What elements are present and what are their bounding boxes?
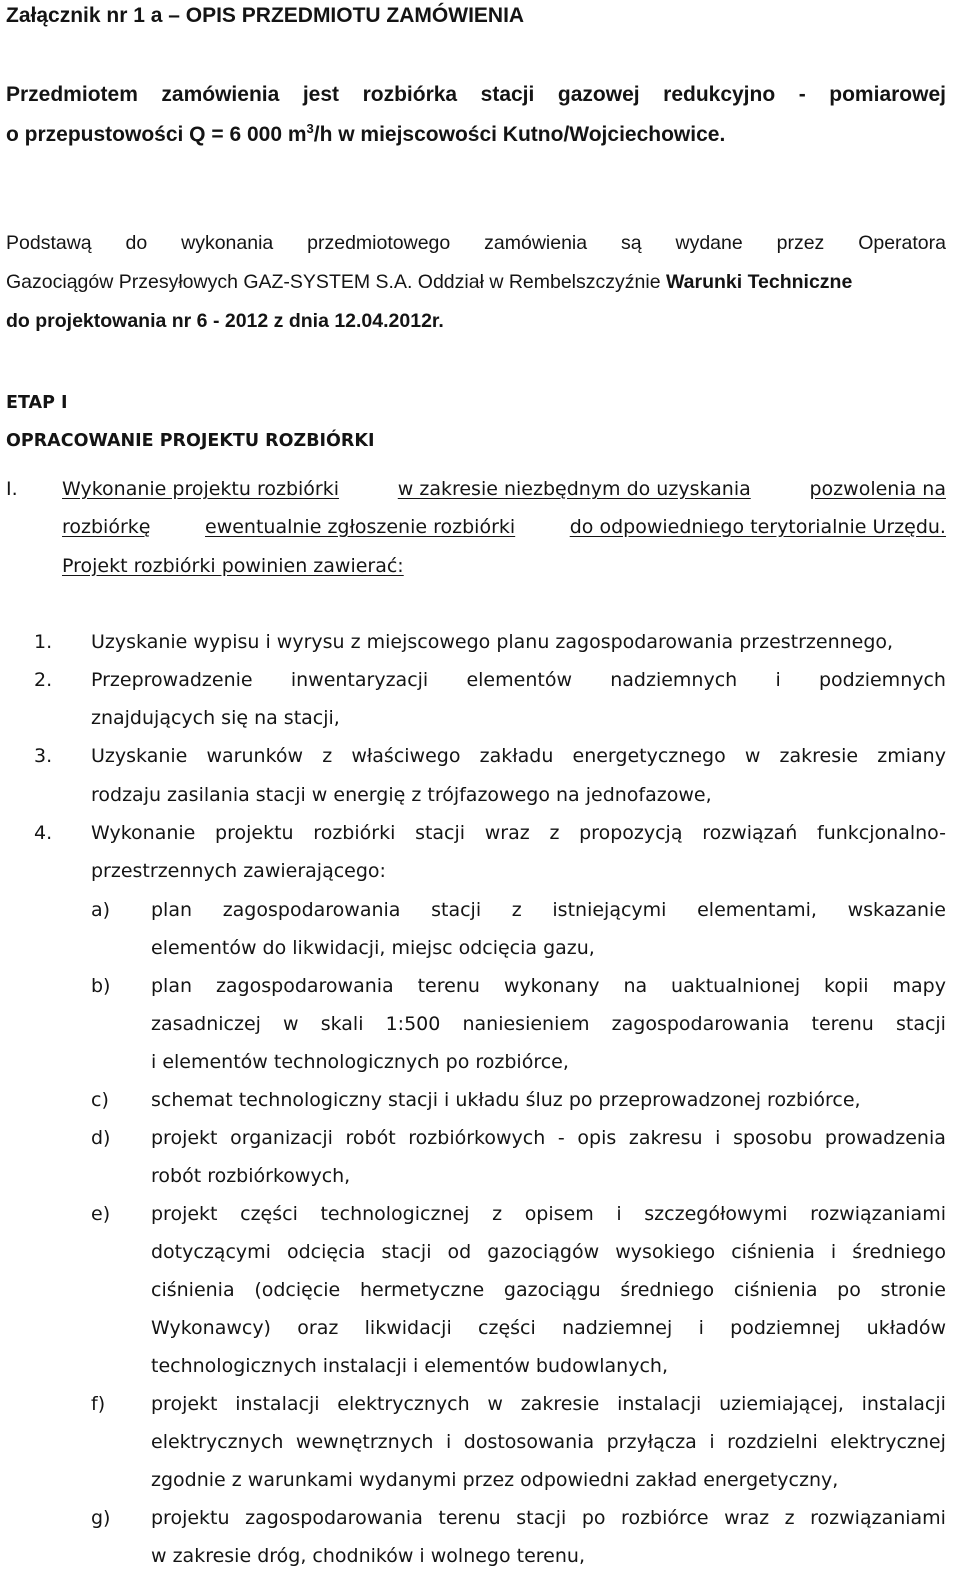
word: elementami, (697, 899, 817, 921)
word: i (830, 1241, 837, 1263)
word: projekt (151, 1127, 218, 1149)
word: Wykonawcy) (151, 1317, 271, 1339)
word: części (240, 1203, 298, 1225)
item-4-line-1 (91, 822, 946, 844)
word: projektu (151, 1507, 230, 1529)
word: wykonania (181, 232, 274, 254)
word: gazociągów (487, 1241, 600, 1263)
document-title: Załącznik nr 1 a – OPIS PRZEDMIOTU ZAMÓWIENIA (6, 4, 525, 27)
word: organizacji (230, 1127, 333, 1149)
word: kopii (824, 975, 869, 997)
word: rozbiórkowych (408, 1127, 546, 1149)
word: elektrycznej (830, 1431, 946, 1453)
word: instalacji (235, 1393, 320, 1415)
subitem-g-letter: g) (91, 1507, 111, 1529)
subitem-g-line-1 (151, 1507, 946, 1529)
section-line-3: Projekt rozbiórki powinien zawierać: (62, 555, 404, 577)
word: pozwolenia na (809, 478, 946, 500)
word: Podstawą (6, 232, 92, 254)
word: redukcyjno (663, 83, 776, 106)
word: projektu (215, 822, 294, 844)
word: inwentaryzacji (290, 669, 429, 691)
word: gazowej (557, 83, 640, 106)
word: zakładu (479, 745, 554, 767)
word: - (798, 83, 806, 106)
word: wskazanie (847, 899, 946, 921)
subitem-b-line-3: i elementów technologicznych po rozbiórce, (151, 1051, 569, 1073)
word: ciśnienia (731, 1241, 815, 1263)
word: Wykonanie projektu rozbiórki (62, 478, 340, 500)
word: stacji (415, 822, 466, 844)
stage-subtitle: OPRACOWANIE PROJEKTU ROZBIÓRKI (6, 431, 375, 451)
item-2-line-1 (91, 669, 946, 691)
word: właściwego (351, 745, 461, 767)
word: energetycznego (572, 745, 726, 767)
word: przyłącza (606, 1431, 697, 1453)
item-1-line-1: Uzyskanie wypisu i wyrysu z miejscowego planu zagospodarowania przestrzennego, (91, 631, 894, 653)
item-3-line-1 (91, 745, 946, 767)
word: z (549, 822, 560, 844)
word: hermetyczne (359, 1279, 485, 1301)
word: po (581, 1507, 606, 1529)
word: rozbiórka (362, 83, 458, 106)
item-4-line-2: przestrzennych zawierającego: (91, 860, 386, 882)
word: i (709, 1431, 715, 1453)
word: jest (302, 83, 340, 106)
word: do (125, 232, 148, 254)
word: propozycją (579, 822, 683, 844)
subitem-e-letter: e) (91, 1203, 111, 1225)
word: plan (151, 899, 193, 921)
word: elektrycznych (151, 1431, 284, 1453)
word: naniesieniem (462, 1013, 590, 1035)
word: opisem (524, 1203, 594, 1225)
basis-text-normal: Gazociągów Przesyłowych GAZ-SYSTEM S.A. Oddział w Rembelszczyźnie (6, 271, 666, 293)
subitem-a-line-1 (151, 899, 946, 921)
word: zagospodarowania (245, 1507, 423, 1529)
word: warunków (206, 745, 304, 767)
word: pomiarowej (829, 83, 946, 106)
section-line-1 (62, 478, 946, 500)
word: terenu (438, 1507, 501, 1529)
word: stacji (381, 1241, 432, 1263)
word: podziemnej (730, 1317, 841, 1339)
word: prowadzenia (824, 1127, 946, 1149)
word: rozbiórce (621, 1507, 709, 1529)
word: sposobu (733, 1127, 813, 1149)
subitem-f-line-3: zgodnie z warunkami wydanymi przez odpowiedni zakład energetyczny, (151, 1469, 839, 1491)
word: stacji (516, 1507, 567, 1529)
word: i (715, 1127, 721, 1149)
word: stacji (480, 83, 535, 106)
word: zagospodarowania (222, 899, 401, 921)
section-line-2 (62, 516, 946, 538)
word: ciśnienia (733, 1279, 818, 1301)
word: elektrycznych (337, 1393, 470, 1415)
word: Uzyskanie (91, 745, 188, 767)
word: przedmiotowego (307, 232, 451, 254)
word: Przedmiotem (6, 83, 138, 106)
word: elementów (466, 669, 572, 691)
word: ewentualnie zgłoszenie rozbiórki (205, 516, 516, 538)
word: ciśnienia (151, 1279, 235, 1301)
word: odcięcia (286, 1241, 366, 1263)
word: Operatora (858, 232, 946, 254)
item-3-line-2: rodzaju zasilania stacji w energię z trójfazowego na jednofazowe, (91, 784, 712, 806)
basis-line-1 (6, 232, 946, 255)
word: 1:500 (385, 1013, 441, 1035)
word: nadziemnej (562, 1317, 673, 1339)
subitem-g-line-2: w zakresie dróg, chodników i wolnego terenu, (151, 1545, 585, 1567)
subitem-d-letter: d) (91, 1127, 111, 1149)
item-2-number: 2. (34, 669, 53, 691)
word: nadziemnych (610, 669, 738, 691)
word: są (621, 232, 642, 254)
word: projekt (151, 1393, 218, 1415)
word: terenu (417, 975, 480, 997)
word: wydane (675, 232, 743, 254)
word: rozwiązań (702, 822, 798, 844)
basis-line-2 (6, 271, 852, 294)
subitem-c-line-1: schemat technologiczny stacji i układu śluz po przeprowadzonej rozbiórce, (151, 1089, 861, 1111)
word: układów (866, 1317, 946, 1339)
word: rozwiązaniami (810, 1203, 946, 1225)
subject-line-1 (6, 83, 946, 107)
word: do odpowiedniego terytorialnie Urzędu. (569, 516, 946, 538)
subitem-e-line-2 (151, 1241, 946, 1263)
word: gazociągu (503, 1279, 601, 1301)
subitem-d-line-1 (151, 1127, 946, 1149)
word: - (557, 1127, 565, 1149)
word: funkcjonalno- (817, 822, 946, 844)
word: mapy (892, 975, 946, 997)
word: zamówienia (484, 232, 588, 254)
word: rozbiórkę (62, 516, 151, 538)
word: w (744, 745, 761, 767)
item-4-number: 4. (34, 822, 53, 844)
word: zakresu (628, 1127, 703, 1149)
subject-text-a: o przepustowości Q = 6 000 m (6, 123, 307, 146)
word: opis (577, 1127, 617, 1149)
word: z (784, 1507, 795, 1529)
subitem-f-line-2 (151, 1431, 946, 1453)
word: zamówienia (161, 83, 280, 106)
word: wraz (484, 822, 530, 844)
word: i (698, 1317, 704, 1339)
word: zagospodarowania (611, 1013, 790, 1035)
subitem-b-line-1 (151, 975, 946, 997)
word: wraz (724, 1507, 770, 1529)
word: zmiany (877, 745, 946, 767)
word: dostosowania (463, 1431, 595, 1453)
word: zagospodarowania (215, 975, 394, 997)
word: szczegółowymi (644, 1203, 788, 1225)
word: uziemiającej, (719, 1393, 844, 1415)
word: stronie (880, 1279, 946, 1301)
word: wewnętrznych (295, 1431, 434, 1453)
word: skali (320, 1013, 364, 1035)
word: przez (776, 232, 825, 254)
word: średniego (620, 1279, 715, 1301)
stage-title: ETAP I (6, 393, 68, 413)
word: uaktualnionej (671, 975, 801, 997)
subject-superscript: 3 (306, 121, 314, 136)
word: części (478, 1317, 536, 1339)
word: istniejącymi (552, 899, 667, 921)
subitem-e-line-3 (151, 1279, 946, 1301)
word: rozbiórki (313, 822, 396, 844)
word: zakresie (520, 1393, 600, 1415)
subitem-c-letter: c) (91, 1089, 109, 1111)
subitem-a-line-2: elementów do likwidacji, miejsc odcięcia gazu, (151, 937, 595, 959)
subitem-f-line-1 (151, 1393, 946, 1415)
subject-line-2 (6, 121, 725, 147)
word: w (283, 1013, 299, 1035)
subitem-d-line-2: robót rozbiórkowych, (151, 1165, 351, 1187)
subitem-b-letter: b) (91, 975, 111, 997)
word: plan (151, 975, 193, 997)
subitem-e-line-5: technologicznych instalacji i elementów budowlanych, (151, 1355, 668, 1377)
word: robót (345, 1127, 396, 1149)
word: i (616, 1203, 622, 1225)
word: instalacji (861, 1393, 946, 1415)
word: zasadniczej (151, 1013, 261, 1035)
word: z (492, 1203, 503, 1225)
word: rozwiązaniami (810, 1507, 946, 1529)
word: Przeprowadzenie (91, 669, 253, 691)
word: z (511, 899, 522, 921)
word: stacji (895, 1013, 946, 1035)
subitem-a-letter: a) (91, 899, 111, 921)
basis-line-3: do projektowania nr 6 - 2012 z dnia 12.04.2012r. (6, 310, 444, 332)
word: i (775, 669, 781, 691)
word: z (322, 745, 333, 767)
word: oraz (297, 1317, 339, 1339)
word: średniego (852, 1241, 946, 1263)
word: po (837, 1279, 861, 1301)
word: (odcięcie (254, 1279, 341, 1301)
word: stacji (431, 899, 482, 921)
section-numeral: I. (6, 478, 18, 500)
item-3-number: 3. (34, 745, 53, 767)
word: zakresie (779, 745, 859, 767)
basis-text-bold: Warunki Techniczne (665, 271, 853, 293)
word: projekt (151, 1203, 218, 1225)
word: w zakresie niezbędnym do uzyskania (397, 478, 751, 500)
word: rozdzielni (727, 1431, 818, 1453)
word: podziemnych (819, 669, 946, 691)
word: w (487, 1393, 503, 1415)
subitem-e-line-4 (151, 1317, 946, 1339)
word: dotyczącymi (151, 1241, 271, 1263)
subject-text-b: /h w miejscowości Kutno/Wojciechowice. (313, 123, 726, 146)
subitem-e-line-1 (151, 1203, 946, 1225)
subitem-b-line-2 (151, 1013, 946, 1035)
item-1-number: 1. (34, 631, 53, 653)
subitem-f-letter: f) (91, 1393, 106, 1415)
word: wykonany (503, 975, 600, 997)
word: likwidacji (364, 1317, 452, 1339)
word: terenu (811, 1013, 874, 1035)
word: od (447, 1241, 472, 1263)
word: i (445, 1431, 452, 1453)
word: na (623, 975, 648, 997)
word: technologicznej (320, 1203, 470, 1225)
word: Wykonanie (91, 822, 196, 844)
word: instalacji (617, 1393, 702, 1415)
word: wysokiego (615, 1241, 716, 1263)
item-2-line-2: znajdujących się na stacji, (91, 707, 340, 729)
